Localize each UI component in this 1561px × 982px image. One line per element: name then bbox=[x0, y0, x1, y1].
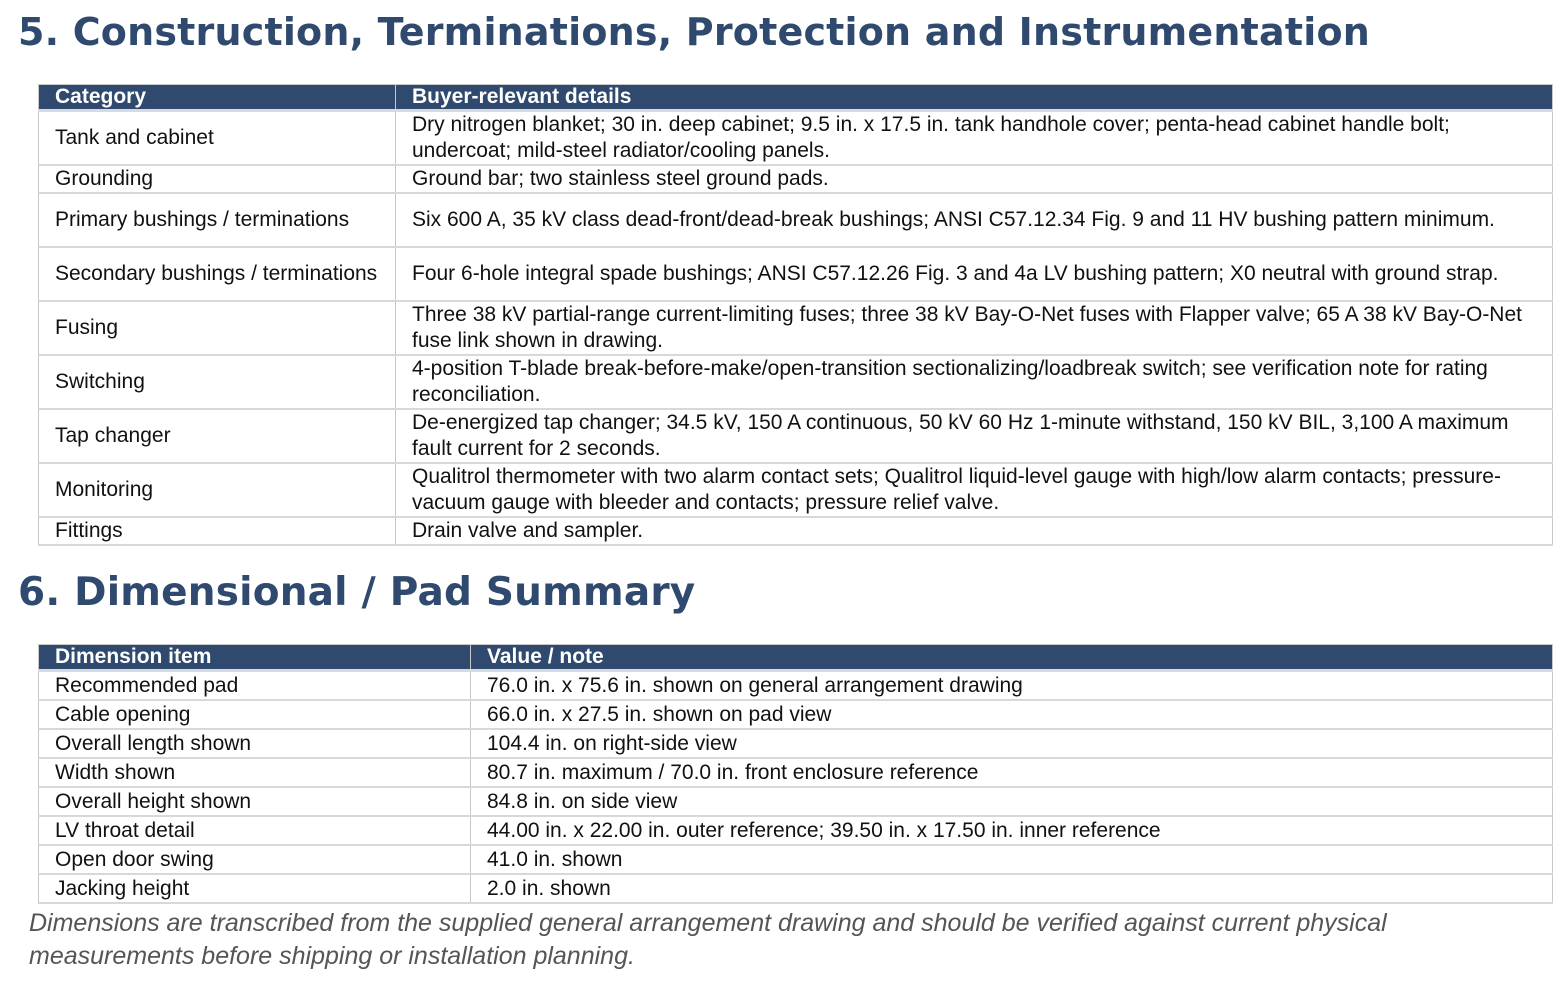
category-cell: Monitoring bbox=[39, 463, 396, 517]
table-row bbox=[39, 111, 1553, 166]
details-cell: Drain valve and sampler. bbox=[396, 517, 1553, 545]
category-cell: Tank and cabinet bbox=[39, 111, 396, 166]
table-row bbox=[39, 247, 1553, 301]
details-cell: Dry nitrogen blanket; 30 in. deep cabinet; 9.5 in. x 17.5 in. tank handhole cover; penta-head cabinet handle bolt; undercoat; mild-steel radiator/cooling panels. bbox=[396, 111, 1553, 166]
table-row bbox=[39, 463, 1553, 517]
details-cell: Three 38 kV partial-range current-limiting fuses; three 38 kV Bay-O-Net fuses with Flapper valve; 65 A 38 kV Bay-O-Net fuse link shown in drawing. bbox=[396, 301, 1553, 355]
table-row bbox=[39, 165, 1553, 193]
column-header-category: Category bbox=[39, 85, 396, 111]
dimension-item-cell: Recommended pad bbox=[39, 671, 471, 701]
dimension-item-cell: LV throat detail bbox=[39, 816, 471, 845]
category-cell: Tap changer bbox=[39, 409, 396, 463]
dimension-item-cell: Overall height shown bbox=[39, 787, 471, 816]
category-cell: Fittings bbox=[39, 517, 396, 545]
table-row bbox=[39, 409, 1553, 463]
column-header-details: Buyer-relevant details bbox=[396, 85, 1553, 111]
details-cell: Four 6-hole integral spade bushings; ANSI C57.12.26 Fig. 3 and 4a LV bushing pattern; X0 neutral with ground strap. bbox=[396, 247, 1553, 301]
column-header-dimension-item: Dimension item bbox=[39, 645, 471, 671]
table-header-row bbox=[39, 645, 1553, 671]
dimension-item-cell: Overall length shown bbox=[39, 729, 471, 758]
table-row bbox=[39, 787, 1553, 816]
table-row bbox=[39, 671, 1553, 701]
category-cell: Fusing bbox=[39, 301, 396, 355]
table-row bbox=[39, 758, 1553, 787]
value-cell: 2.0 in. shown bbox=[471, 874, 1553, 903]
details-cell: 4-position T-blade break-before-make/open-transition sectionalizing/loadbreak switch; see verification note for rating reconciliation. bbox=[396, 355, 1553, 409]
table-row bbox=[39, 874, 1553, 903]
table-row bbox=[39, 517, 1553, 545]
verification-note: Dimensions are transcribed from the supplied general arrangement drawing and should be verified against current physical measurements before shipping or installation planning. bbox=[29, 909, 1387, 970]
table-row bbox=[39, 845, 1553, 874]
category-cell: Grounding bbox=[39, 165, 396, 193]
value-cell: 41.0 in. shown bbox=[471, 845, 1553, 874]
value-cell: 66.0 in. x 27.5 in. shown on pad view bbox=[471, 700, 1553, 729]
details-cell: Qualitrol thermometer with two alarm contact sets; Qualitrol liquid-level gauge with high/low alarm contacts; pressure-vacuum gauge with bleeder and contacts; pressure relief valve. bbox=[396, 463, 1553, 517]
dimension-item-cell: Cable opening bbox=[39, 700, 471, 729]
section-6-heading: 6. Dimensional / Pad Summary bbox=[18, 570, 696, 615]
value-cell: 80.7 in. maximum / 70.0 in. front enclosure reference bbox=[471, 758, 1553, 787]
details-cell: Ground bar; two stainless steel ground pads. bbox=[396, 165, 1553, 193]
table-row bbox=[39, 193, 1553, 247]
category-cell: Switching bbox=[39, 355, 396, 409]
dimension-table bbox=[38, 644, 1553, 904]
dimension-item-cell: Open door swing bbox=[39, 845, 471, 874]
table-row bbox=[39, 729, 1553, 758]
category-cell: Primary bushings / terminations bbox=[39, 193, 396, 247]
category-cell: Secondary bushings / terminations bbox=[39, 247, 396, 301]
details-cell: De-energized tap changer; 34.5 kV, 150 A continuous, 50 kV 60 Hz 1-minute withstand, 150 kV BIL, 3,100 A maximum fault current for 2 seconds. bbox=[396, 409, 1553, 463]
value-cell: 84.8 in. on side view bbox=[471, 787, 1553, 816]
section-5-heading: 5. Construction, Terminations, Protection and Instrumentation bbox=[18, 10, 1371, 54]
value-cell: 76.0 in. x 75.6 in. shown on general arrangement drawing bbox=[471, 671, 1553, 701]
table-row bbox=[39, 355, 1553, 409]
value-cell: 44.00 in. x 22.00 in. outer reference; 39.50 in. x 17.50 in. inner reference bbox=[471, 816, 1553, 845]
construction-table bbox=[38, 84, 1553, 546]
details-cell: Six 600 A, 35 kV class dead-front/dead-break bushings; ANSI C57.12.34 Fig. 9 and 11 HV bushing pattern minimum. bbox=[396, 193, 1553, 247]
table-row bbox=[39, 700, 1553, 729]
dimension-item-cell: Jacking height bbox=[39, 874, 471, 903]
value-cell: 104.4 in. on right-side view bbox=[471, 729, 1553, 758]
column-header-value-note: Value / note bbox=[471, 645, 1553, 671]
table-row bbox=[39, 301, 1553, 355]
table-row bbox=[39, 816, 1553, 845]
table-header-row bbox=[39, 85, 1553, 111]
dimension-item-cell: Width shown bbox=[39, 758, 471, 787]
